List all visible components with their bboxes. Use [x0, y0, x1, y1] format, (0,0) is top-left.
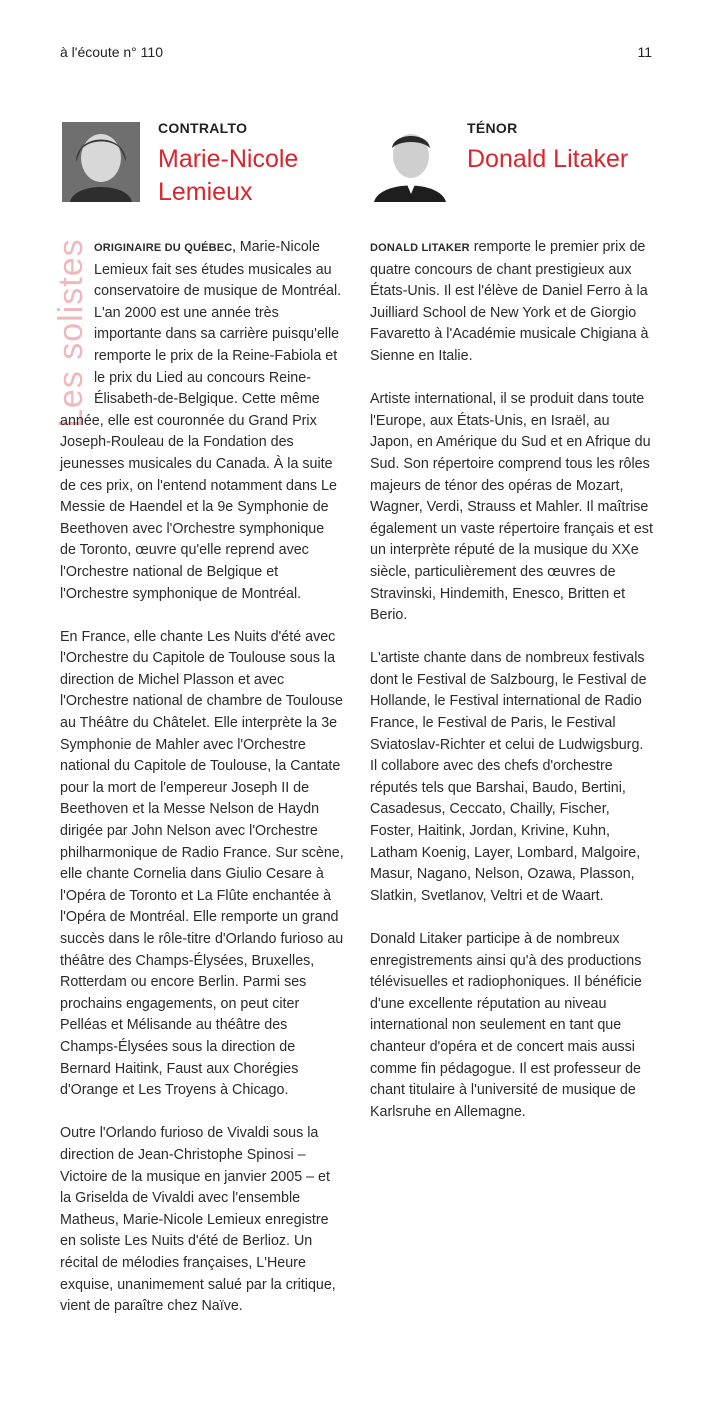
tenor-bio — [370, 237, 654, 1145]
tenor-portrait — [370, 122, 448, 202]
contralto-bio — [60, 237, 344, 1339]
page-number: 11 — [637, 44, 652, 60]
page-header — [60, 44, 652, 64]
tenor-bio-p4: Donald Litaker participe à de nombreux enregistrements ainsi qu'à des productions télévisuelles et radiophoniques. Il bénéficie d'une excellente réputation au niveau international non seulement en tant que chanteur d'opéra et de concert mais aussi comme fin pédagogue. Il est professeur de chant titulaire à l'université de musique de Karlsruhe en Allemagne. — [370, 931, 642, 1120]
contralto-bio-p1-text: Marie-Nicole Lemieux fait ses études musicales au conservatoire de musique de Montréal. L'an 2000 est une année très importante dans sa carrière puisqu'elle remporte le prix de la Reine-Fabiola et le prix du Lied au concours Reine-Élisabeth-de-Belgique. Cette même année, elle est couronnée du Grand Prix Joseph-Rouleau de la Fondation des jeunesses musicales du Canada. À la suite de ces prix, on l'entend notamment dans Le Messie de Haendel et la 9e Symphonie de Beethoven avec l'Orchestre symphonique de Toronto, œuvre qu'elle reprend avec l'Orchestre national de Belgique et l'Orchestre symphonique de Montréal. — [60, 239, 342, 602]
tenor-name: Donald Litaker — [467, 145, 629, 173]
contralto-name-first: Marie-Nicole — [158, 145, 299, 173]
contralto-bio-lead: ORIGINAIRE DU QUÉBEC, — [94, 242, 236, 254]
tenor-bio-p2: Artiste international, il se produit dans toute l'Europe, aux États-Unis, en Israël, au Japon, en Amérique du Sud et en Afrique du Sud. Son répertoire comprend tous les rôles majeurs de ténor des opéras de Mozart, Wagner, Verdi, Strauss et Mahler. Il maîtrise également un vaste répertoire français et est un interprète réputé de la musique du XXe siècle, particulièrement des œuvres de Stravinski, Hindemith, Enesco, Britten et Berio. — [370, 391, 653, 624]
tenor-bio-lead: DONALD LITAKER — [370, 242, 470, 254]
contralto-name-last: Lemieux — [158, 178, 253, 206]
section-title: Les solistes — [52, 238, 90, 428]
contralto-name — [158, 143, 298, 209]
publication-title: à l'écoute n° 110 — [60, 44, 163, 60]
tenor-bio-p3: L'artiste chante dans de nombreux festivals dont le Festival de Salzbourg, le Festival de Hollande, le Festival international de Radio France, le Festival de Paris, le Festival Sviatoslav-Richter et celui de Ludwigsburg. Il collabore avec des chefs d'orchestre réputés tels que Barshai, Baudo, Bertini, Casadesus, Ceccato, Chailly, Fischer, Foster, Haitink, Jordan, Krivine, Kuhn, Latham Koenig, Layer, Lombard, Malgoire, Masur, Nagano, Nelson, Ozawa, Plasson, Slatkin, Svetlanov, Veltri et de Waart. — [370, 650, 647, 904]
contralto-bio-p3: Outre l'Orlando furioso de Vivaldi sous la direction de Jean-Christophe Spinosi – Victoire de la musique en janvier 2005 – et la Griselda de Vivaldi avec l'ensemble Matheus, Marie-Nicole Lemieux enregistre en soliste Les Nuits d'été de Berlioz. Un récital de mélodies françaises, L'Heure exquise, unanimement salué par la critique, vient de paraître chez Naïve. — [60, 1125, 336, 1315]
contralto-portrait — [62, 122, 140, 202]
tenor-bio-p1 — [370, 237, 654, 368]
contralto-label: CONTRALTO — [158, 120, 248, 136]
tenor-label: TÉNOR — [467, 120, 518, 136]
contralto-bio-p2: En France, elle chante Les Nuits d'été avec l'Orchestre du Capitole de Toulouse sous la direction de Michel Plasson et avec l'Orchestre national de chambre de Toulouse au Théâtre du Châtelet. Elle interprète la 3e Symphonie de Mahler avec l'Orchestre national du Capitole de Toulouse, la Cantate pour la mort de l'empereur Joseph II de Beethoven et la Messe Nelson de Haydn dirigée par John Nelson avec l'Orchestre philharmonique de Radio France. Sur scène, elle chante Cornelia dans Giulio Cesare à l'Opéra de Toronto et La Flûte enchantée à l'Opéra de Montréal. Elle remporte un grand succès dans le rôle-titre d'Orlando furioso au théâtre des Champs-Élysées, Bruxelles, Rotterdam ou encore Berlin. Parmi ses prochains engagements, on peut citer Pelléas et Mélisande au théâtre des Champs-Élysées sous la direction de Bernard Haitink, Faust aux Chorégies d'Orange et Les Troyens à Chicago. — [60, 628, 344, 1099]
tenor-bio-p1-text: remporte le premier prix de quatre concours de chant prestigieux aux États-Unis. Il est l'élève de Daniel Ferro à la Juilliard School de New York et de Giorgio Favaretto à l'Académie musicale Chigiana à Sienne en Italie. — [370, 239, 649, 364]
contralto-bio-p1 — [60, 237, 344, 605]
